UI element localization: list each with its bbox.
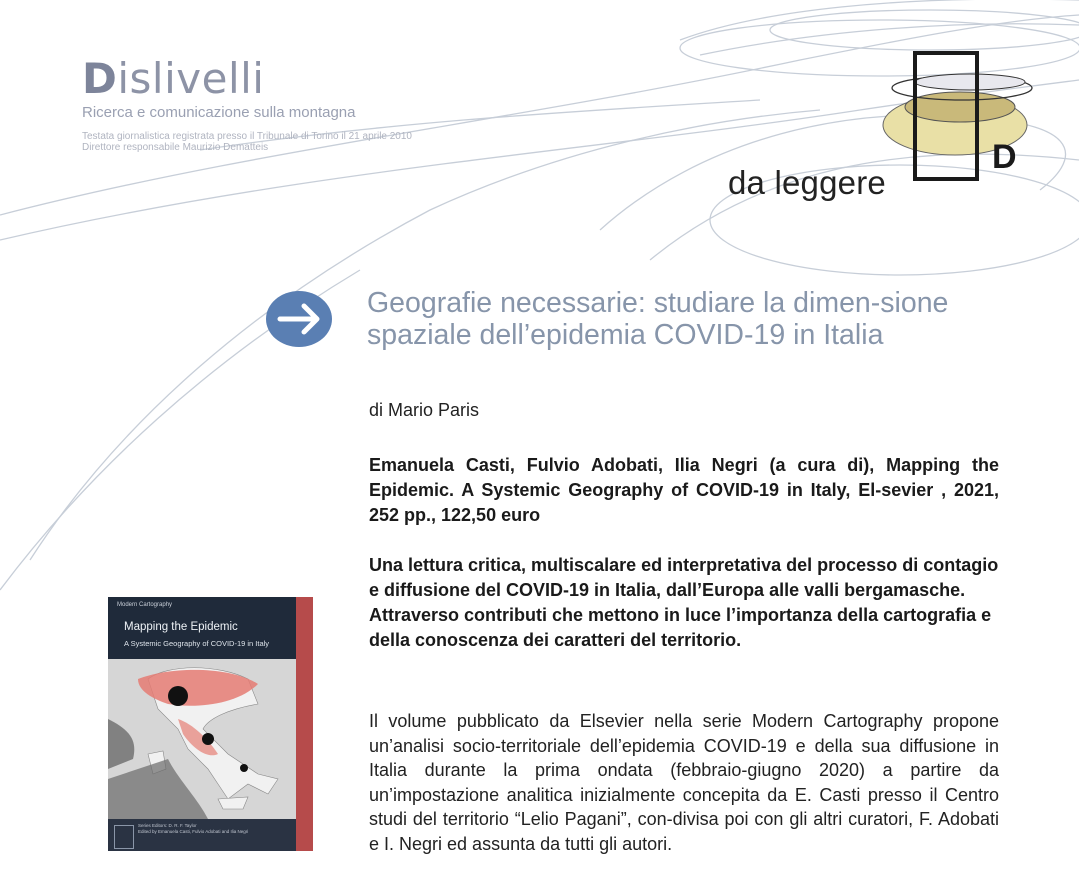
elsevier-tree-logo	[114, 825, 134, 849]
editor-line: Direttore responsabile Maurizio Dematteis	[82, 142, 269, 153]
cover-band	[296, 597, 313, 851]
brand-initial: D	[82, 54, 118, 103]
article-lead: Una lettura critica, multiscalare ed interpretativa del processo di contagio e diffusione del COVID-19 in Italia, dall’Europa alle valli bergamasche. Attraverso contributi che mettono in luce l’importanza della cartografia e della conoscenza dei caratteri del territorio.	[369, 555, 999, 650]
section-logo-frame	[913, 51, 979, 181]
section-label: da leggere	[728, 164, 886, 201]
brand-name: islivelli	[117, 54, 265, 103]
article-title: Geografie necessarie: studiare la dimen-sione spaziale dell’epidemia COVID-19 in Italia	[367, 287, 949, 351]
masthead	[82, 56, 442, 153]
arrow-right-icon	[266, 290, 332, 348]
cover-editors	[138, 823, 248, 835]
registration-line: Testata giornalistica registrata presso il Tribunale di Torino il 21 aprile 2010	[82, 131, 412, 142]
cover-title: Mapping the Epidemic	[124, 621, 238, 633]
book-reference: Emanuela Casti, Fulvio Adobati, Ilia Negri (a cura di), Mapping the Epidemic. A Systemic Geography of COVID-19 in Italy, El-sevier , 2021, 252 pp., 122,50 euro	[369, 455, 999, 525]
cover-editors-line1: Series Editors: D. R. F. Taylor	[138, 823, 197, 828]
cover-series: Modern Cartography	[117, 602, 173, 608]
section-logo-letter: D	[992, 138, 1017, 176]
article-body: Il volume pubblicato da Elsevier nella serie Modern Cartography propone un’analisi socio-territoriale dell’epidemia COVID-19 e della sua diffusione in Italia durante la prima ondata (febbraio-giugno 2020) a partire da un’impostazione analitica inizialmente concepita da E. Casti presso il Centro studi del territorio “Lelio Pagani”, con-divisa poi con gli altri curatori, F. Adobati e I. Negri ed assunta da tutti gli autori.	[369, 711, 999, 854]
cover-footer	[108, 819, 296, 851]
article-byline: di Mario Paris	[369, 400, 480, 420]
cover-editors-line2: Edited by Emanuela Casti, Fulvio Adobati and Ilia Negri	[138, 829, 249, 834]
cover-subtitle: A Systemic Geography of COVID-19 in Italy	[124, 639, 270, 648]
italy-map-image	[108, 659, 296, 819]
brand-tagline: Ricerca e comunicazione sulla montagna	[82, 104, 356, 121]
book-cover	[108, 597, 313, 851]
brand-logo	[82, 56, 442, 102]
